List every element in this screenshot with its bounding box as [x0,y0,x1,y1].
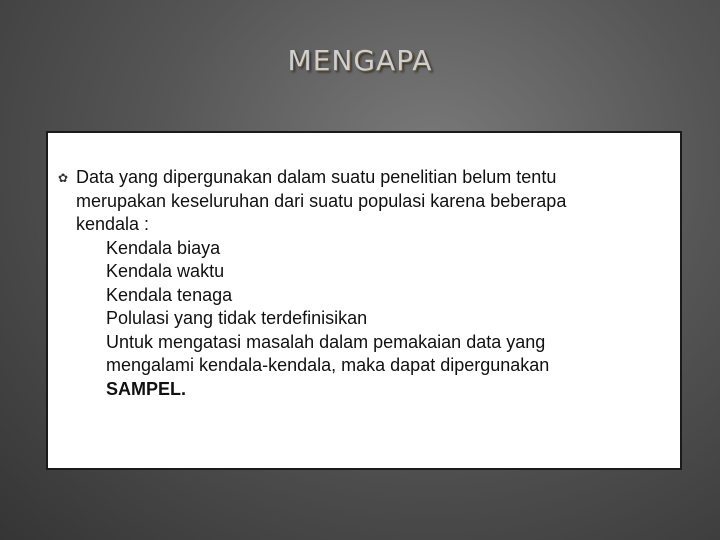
conclusion-line: mengalami kendala-kendala, maka dapat dipergunakan [106,355,550,375]
intro-line: merupakan keseluruhan dari suatu populasi karena beberapa [76,190,567,211]
conclusion-sampel: SAMPEL. [106,378,187,399]
intro-line: kendala : [76,214,150,234]
curl-bullet-icon: ✿ [58,171,69,185]
list-item-populasi: Polulasi yang tidak terdefinisikan [106,308,368,328]
intro-line: Data yang dipergunakan dalam suatu penelitian belum tentu [76,167,557,187]
conclusion-line: Untuk mengatasi masalah dalam pemakaian data yang [106,331,546,352]
list-item-tenaga: Kendala tenaga [106,284,233,305]
slide-title: MENGAPA [287,44,433,77]
list-item-biaya: Kendala biaya [106,237,221,258]
body-text [76,166,656,401]
content-box [46,131,682,470]
list-item-waktu: Kendala waktu [106,261,225,281]
